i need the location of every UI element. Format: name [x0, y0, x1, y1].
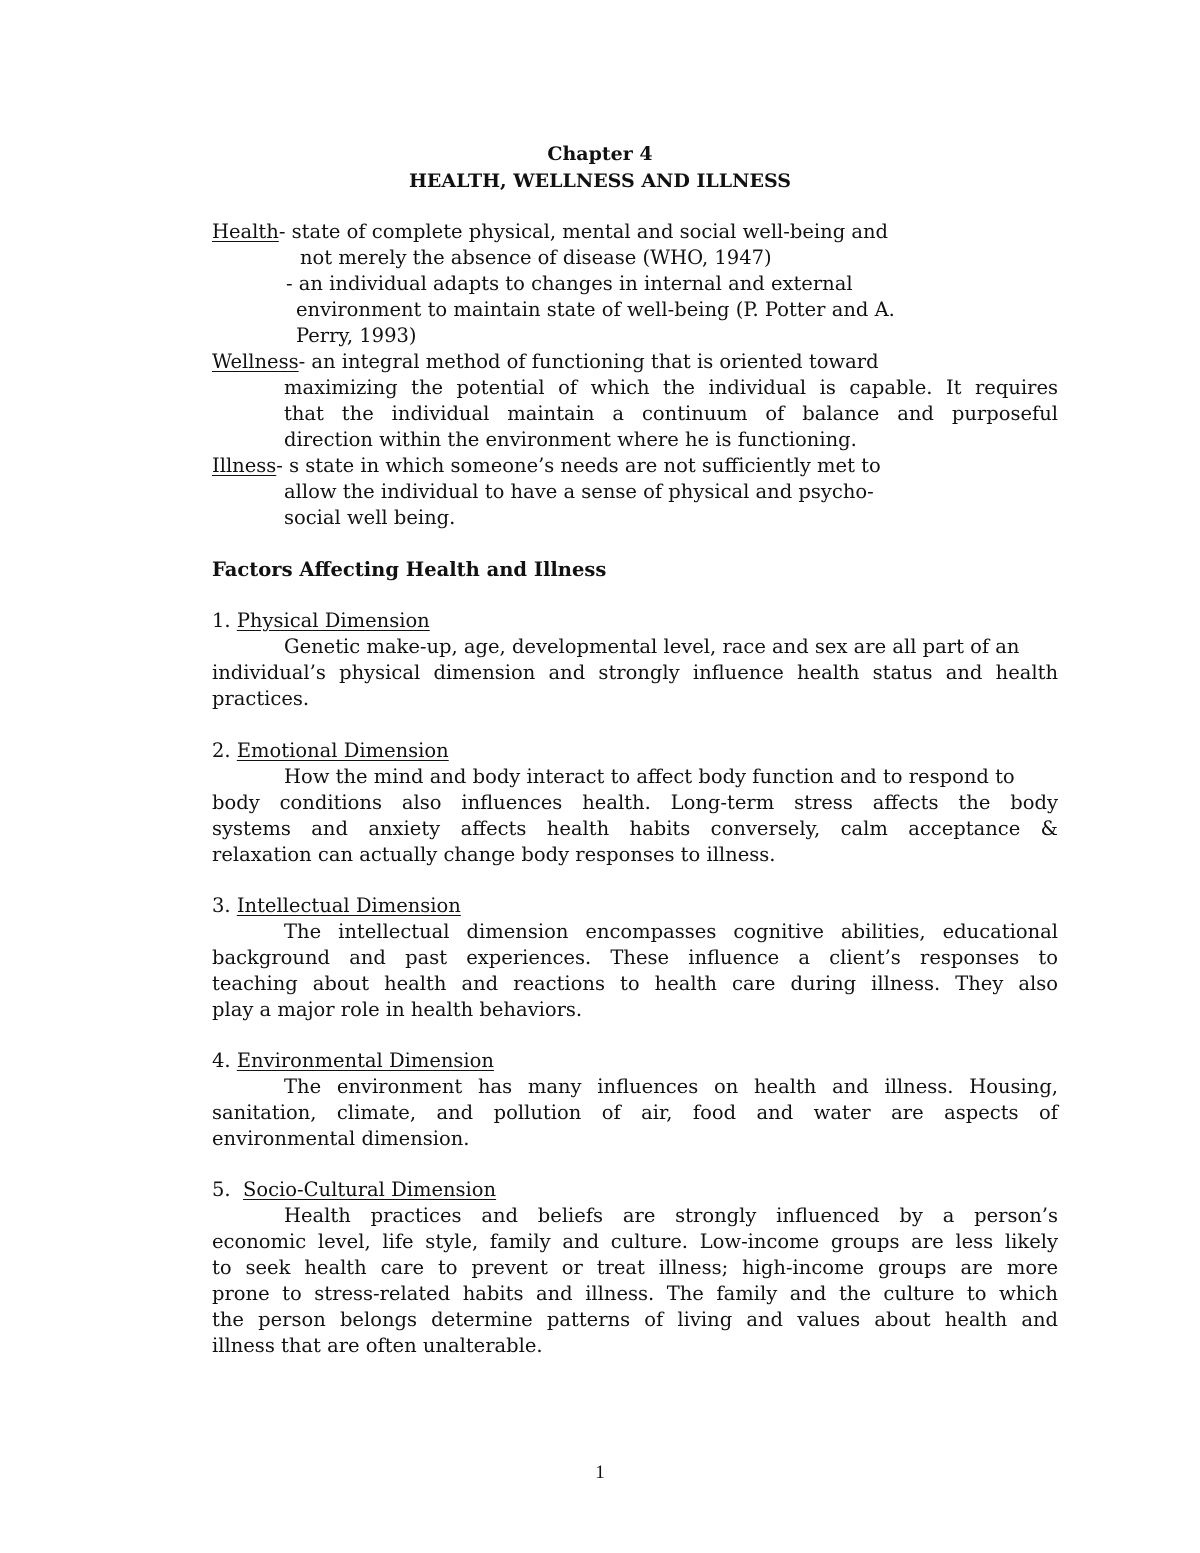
factor-5-line-3: to seek health care to prevent or treat illness; high-income groups are more [212, 1256, 1058, 1279]
factors-heading: Factors Affecting Health and Illness [212, 558, 607, 581]
page-number: 1 [595, 1462, 605, 1483]
factor-4-line-2: sanitation, climate, and pollution of air, food and water are aspects of [212, 1101, 1058, 1124]
health-definition-line-2: not merely the absence of disease (WHO, 1947) [300, 246, 772, 269]
wellness-definition-line-4: direction within the environment where he is functioning. [284, 428, 857, 451]
wellness-definition-line-3: that the individual maintain a continuum of balance and purposeful [284, 402, 1058, 425]
factor-3-heading: 3. Intellectual Dimension [212, 894, 461, 917]
factor-5-line-1: Health practices and beliefs are strongly influenced by a person’s [284, 1204, 1058, 1227]
factor-2-title: Emotional Dimension [236, 739, 449, 762]
health-term: Health [212, 220, 279, 243]
factor-5-line-2: economic level, life style, family and culture. Low-income groups are less likely [212, 1230, 1058, 1253]
wellness-definition-line-2: maximizing the potential of which the individual is capable. It requires [284, 376, 1058, 399]
health-definition-line-1: Health- state of complete physical, mental and social well-being and [212, 220, 889, 243]
illness-term: Illness [212, 454, 277, 477]
wellness-term: Wellness [212, 350, 299, 373]
factor-1-line-2: individual’s physical dimension and strongly influence health status and health [212, 661, 1058, 684]
illness-definition-line-1: Illness- s state in which someone’s needs are not sufficiently met to [212, 454, 881, 477]
factor-1-heading: 1. Physical Dimension [212, 609, 430, 632]
chapter-number: Chapter 4 [547, 143, 653, 165]
factor-5-title: Socio-Cultural Dimension [243, 1178, 497, 1201]
factor-2-heading: 2. Emotional Dimension [212, 739, 449, 762]
factor-1-line-3: practices. [212, 687, 310, 710]
factor-4-line-1: The environment has many influences on health and illness. Housing, [284, 1075, 1058, 1098]
health-definition-line-4: environment to maintain state of well-being (P. Potter and A. [296, 298, 895, 321]
factor-5-line-6: illness that are often unalterable. [212, 1334, 543, 1357]
factor-1-title: Physical Dimension [236, 609, 430, 632]
factor-5-heading: 5. Socio-Cultural Dimension [212, 1178, 497, 1201]
factor-2-line-2: body conditions also influences health. Long-term stress affects the body [212, 791, 1058, 814]
factor-5-line-5: the person belongs determine patterns of living and values about health and [212, 1308, 1058, 1331]
illness-definition-line-3: social well being. [284, 506, 456, 529]
chapter-title: HEALTH, WELLNESS AND ILLNESS [408, 170, 791, 192]
factor-2-line-3: systems and anxiety affects health habits conversely, calm acceptance & [212, 817, 1058, 840]
factor-4-heading: 4. Environmental Dimension [212, 1049, 494, 1072]
wellness-definition-line-1: Wellness- an integral method of functioning that is oriented toward [212, 350, 879, 373]
factor-2-line-4: relaxation can actually change body responses to illness. [212, 843, 776, 866]
factor-3-line-2: background and past experiences. These influence a client’s responses to [212, 946, 1058, 969]
factor-3-title: Intellectual Dimension [236, 894, 461, 917]
factor-4-title: Environmental Dimension [236, 1049, 494, 1072]
illness-definition-line-2: allow the individual to have a sense of physical and psycho- [284, 480, 874, 503]
factor-2-line-1: How the mind and body interact to affect body function and to respond to [284, 765, 1015, 788]
health-definition-line-3: - an individual adapts to changes in internal and external [286, 272, 853, 295]
factor-3-line-4: play a major role in health behaviors. [212, 998, 583, 1021]
factor-5-line-4: prone to stress-related habits and illness. The family and the culture to which [212, 1282, 1058, 1305]
factor-1-line-1: Genetic make-up, age, developmental level, race and sex are all part of an [284, 635, 1020, 658]
factor-4-line-3: environmental dimension. [212, 1127, 470, 1150]
factor-3-line-1: The intellectual dimension encompasses cognitive abilities, educational [284, 920, 1058, 943]
factor-3-line-3: teaching about health and reactions to health care during illness. They also [212, 972, 1058, 995]
health-definition-line-5: Perry, 1993) [296, 324, 417, 347]
